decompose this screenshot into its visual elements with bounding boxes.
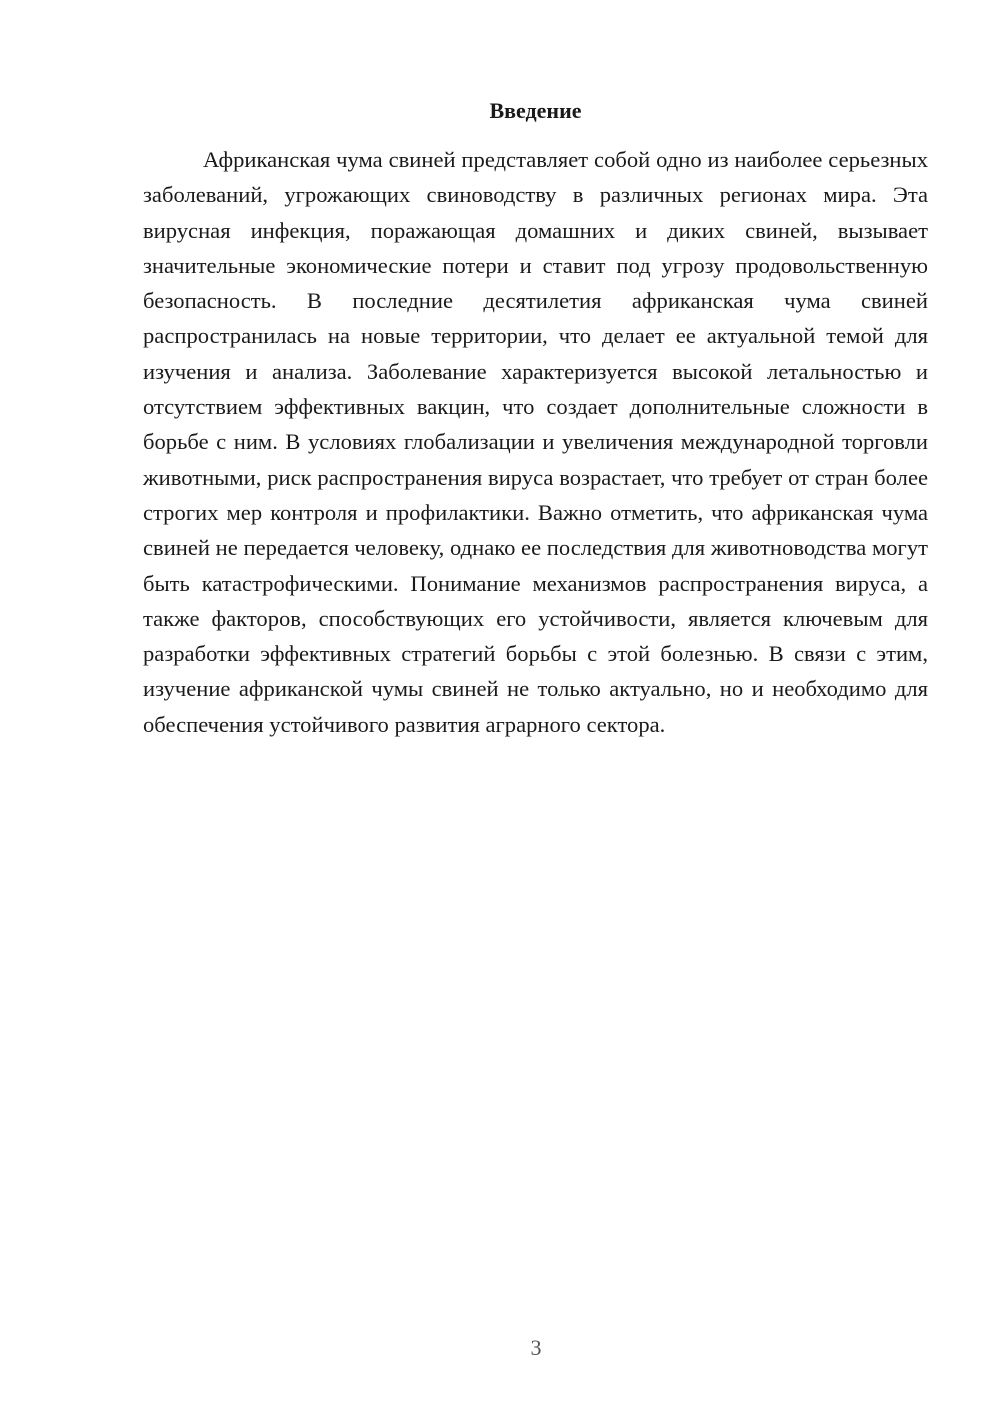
body-paragraph: Африканская чума свиней представляет собой одно из наиболее серьезных заболеваний, угрожающих свиноводству в различных регионах мира. Эта вирусная инфекция, поражающая домашних и диких свиней, вызывает значительные экономические потери и ставит под угрозу продовольственную безопасность. В последние десятилетия африканская чума свиней распространилась на новые территории, что делает ее актуальной темой для изучения и анализа. Заболевание характеризуется высокой летальностью и отсутствием эффективных вакцин, что создает дополнительные сложности в борьбе с ним. В условиях глобализации и увеличения международной торговли животными, риск распространения вируса возрастает, что требует от стран более строгих мер контроля и профилактики. Важно отметить, что африканская чума свиней не передается человеку, однако ее последствия для животноводства могут быть катастрофическими. Понимание механизмов распространения вируса, а также факторов, способствующих его устойчивости, является ключевым для разработки эффективных стратегий борьбы с этой болезнью. В связи с этим, изучение африканской чумы свиней не только актуально, но и необходимо для обеспечения устойчивого развития аграрного сектора. [143, 147, 928, 737]
section-heading: Введение [489, 98, 582, 123]
page-number: 3 [530, 1335, 542, 1360]
